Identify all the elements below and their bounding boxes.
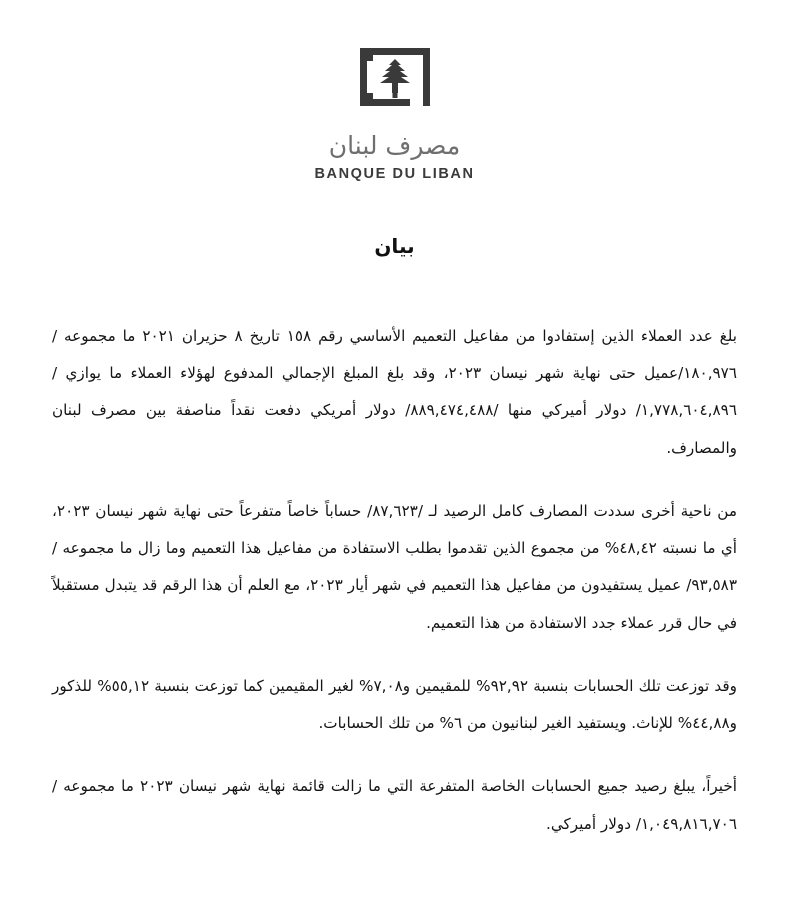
bank-logo-arabic-script [329, 130, 460, 160]
page-title: بيان [374, 234, 415, 258]
bank-logo [52, 42, 737, 182]
bank-logo-french-name: BANQUE DU LIBAN [314, 166, 475, 182]
document-body [52, 318, 737, 843]
bank-logo-arabic-text: مصرف لبنان [328, 130, 461, 160]
paragraph-4: أخيراً، يبلغ رصيد جميع الحسابات الخاصة المتفرعة التي ما زالت قائمة نهاية شهر نيسان ٢٠٢٣ ما مجموعه /١,٠٤٩,٨١٦,٧٠٦/ دولار أميركي. [52, 777, 737, 833]
paragraph-3: وقد توزعت تلك الحسابات بنسبة ٩٢,٩٢% للمقيمين و٧,٠٨% لغير المقيمين كما توزعت بنسبة ٥٥,١٢% للذكور و٤٤,٨٨% للإناث. ويستفيد الغير لبنانيون من ٦% من تلك الحسابات. [52, 676, 737, 733]
cedar-tree-in-square-icon [347, 42, 443, 120]
paragraph-1: بلغ عدد العملاء الذين إستفادوا من مفاعيل التعميم الأساسي رقم ١٥٨ تاريخ ٨ حزيران ٢٠٢١ ما مجموعه /١٨٠,٩٧٦/عميل حتى نهاية شهر نيسان ٢٠٢٣، وقد بلغ المبلغ الإجمالي المدفوع لهؤلاء العملاء ما يوازي /١,٧٧٨,٦٠٤,٨٩٦/ دولار أميركي منها /٨٨٩,٤٧٤,٤٨٨/ دولار أمريكي دفعت نقداً مناصفة بين مصرف لبنان والمصارف. [52, 327, 738, 457]
paragraph-2: من ناحية أخرى سددت المصارف كامل الرصيد لـ /٨٧,٦٢٣/ حساباً خاصاً متفرعاً حتى نهاية شهر نيسان ٢٠٢٣، أي ما نسبته ٤٨,٤٢% من مجموع الذين تقدموا بطلب الاستفادة من مفاعيل هذا التعميم وما زال ما مجموعه /٩٣,٥٨٣/ عميل يستفيدون من مفاعيل هذا التعميم في شهر أيار ٢٠٢٣، مع العلم أن هذا الرقم قد يتبدل مستقبلاً في حال قرر عملاء جدد الاستفادة من هذا التعميم. [52, 501, 738, 632]
